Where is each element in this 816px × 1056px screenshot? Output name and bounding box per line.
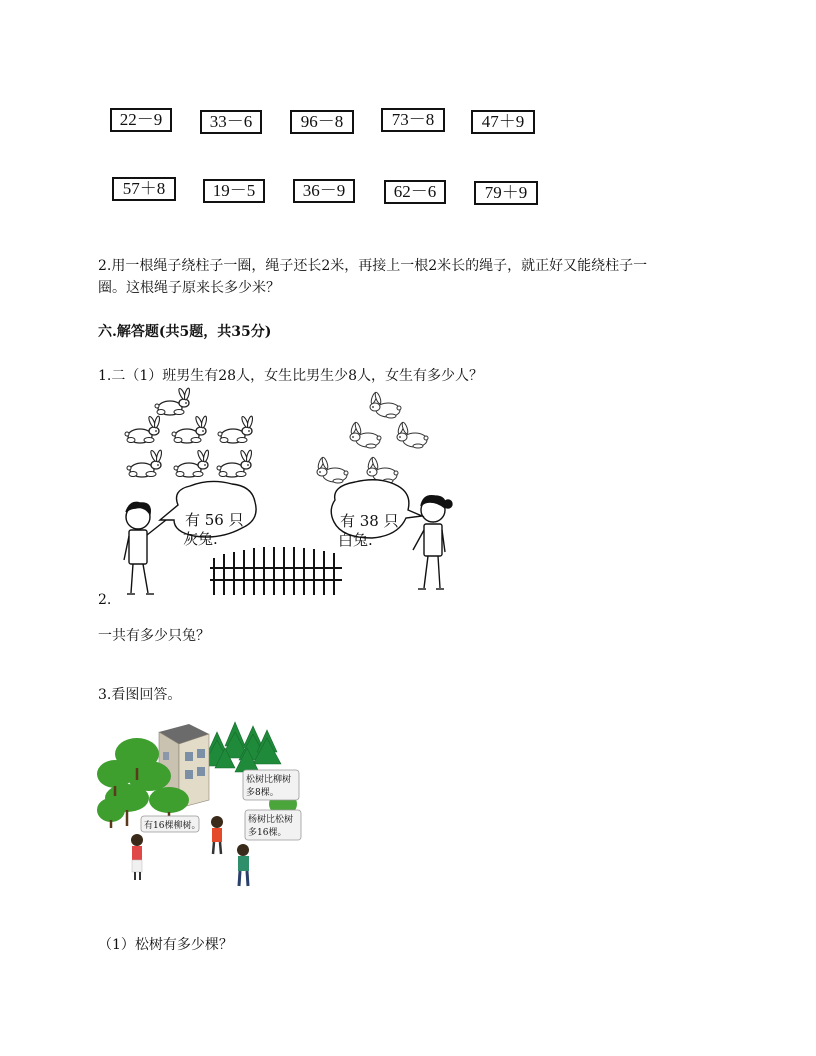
expression-box: 33－6	[200, 110, 262, 134]
expression-box: 19－5	[203, 179, 265, 203]
poplar-bubble-text-line1: 杨树比松树	[248, 815, 294, 825]
section-heading: 六.解答题(共5题，共35分)	[98, 324, 272, 340]
willow-bubble-text: 有16棵柳树。	[144, 821, 201, 831]
pine-bubble-text-line1: 松树比柳树	[246, 775, 292, 785]
girl-figure	[413, 496, 452, 589]
question-text: 3.看图回答。	[98, 687, 182, 703]
question-text: 2.用一根绳子绕柱子一圈，绳子还长2米，再接上一根2米长的绳子，就正好又能绕柱子一	[98, 258, 648, 274]
expression-box: 96－8	[290, 110, 354, 134]
boy-figure	[124, 502, 166, 594]
rabbits-illustration	[110, 390, 460, 600]
question-text: 一共有多少只兔？	[98, 628, 210, 644]
expression-box: 79＋9	[474, 181, 538, 205]
expression-box: 22－9	[110, 108, 172, 132]
pine-bubble-text-line2: 多8棵。	[246, 788, 279, 798]
expression-box: 62－6	[384, 180, 446, 204]
boy-figure	[211, 816, 223, 854]
expression-box: 47＋9	[471, 110, 535, 134]
girl-bubble-text-line2: 白兔.	[338, 531, 373, 549]
girl-figure	[131, 834, 143, 880]
question-text: 圈。这根绳子原来长多少米？	[98, 280, 280, 296]
trees-illustration	[97, 718, 307, 896]
question-text: 1.二（1）班男生有28人，女生比男生少8人，女生有多少人？	[98, 368, 483, 384]
fence	[210, 547, 342, 595]
expression-box: 57＋8	[112, 177, 176, 201]
question-number: 2.	[98, 592, 112, 608]
boy-bubble-text-line2: 灰兔.	[183, 530, 218, 548]
expression-box: 73－8	[381, 108, 445, 132]
poplar-bubble-text-line2: 多16棵。	[248, 828, 287, 838]
question-text: （1）松树有多少棵？	[98, 937, 233, 953]
boy-figure	[237, 844, 249, 886]
boy-bubble-text-line1: 有 56 只	[185, 511, 244, 529]
expression-box: 36－9	[293, 179, 355, 203]
girl-bubble-text-line1: 有 38 只	[340, 512, 399, 530]
